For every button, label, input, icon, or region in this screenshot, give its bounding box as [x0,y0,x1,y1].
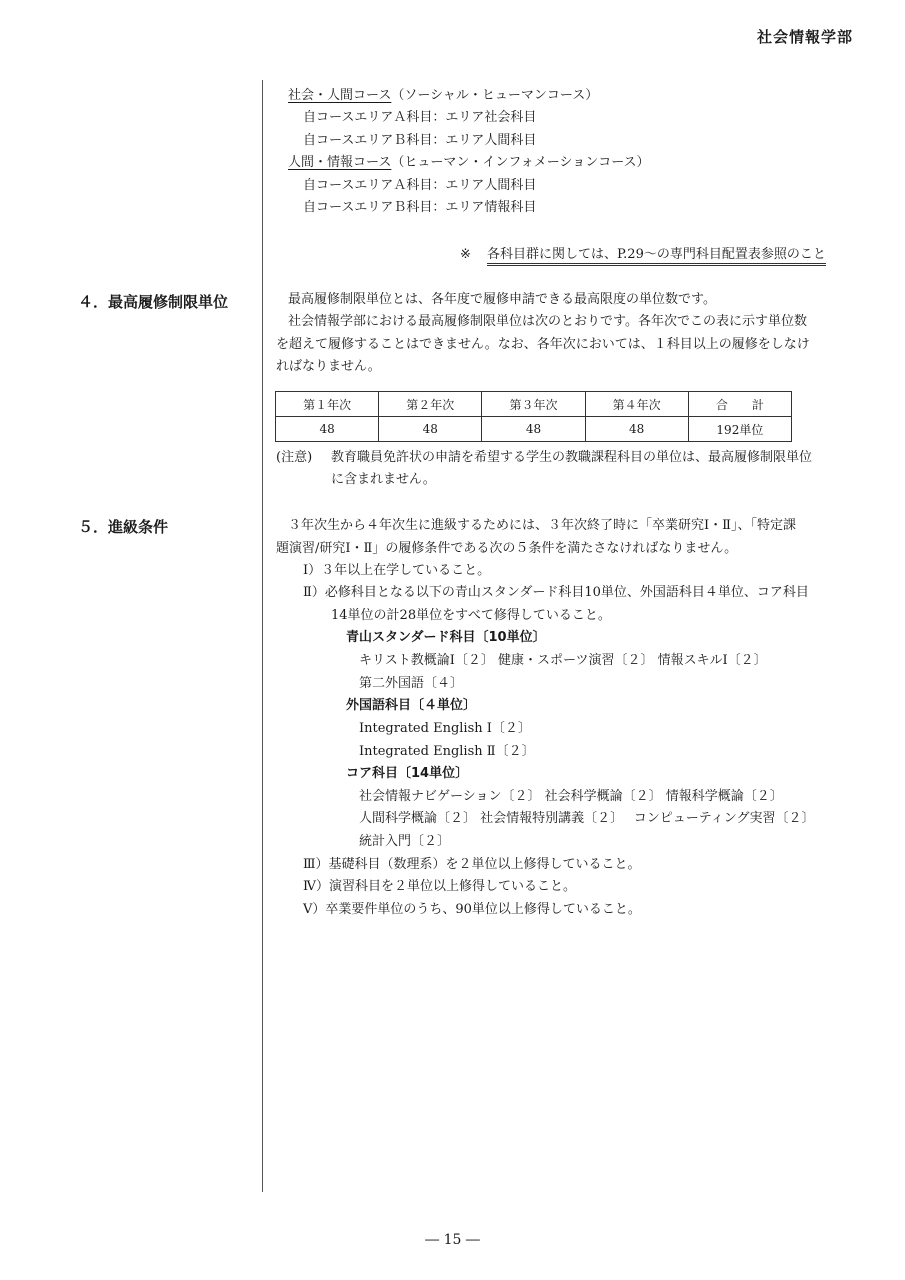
table-header-cell: 合 計 [688,392,791,417]
condition-2: Ⅱ）必修科目となる以下の青山スタンダード科目10単位、外国語科目４単位、コア科目 [303,585,809,600]
section5-para: ３年次生から４年次生に進級するためには、３年次終了時に「卒業研究Ⅰ・Ⅱ」、「特定課 [288,518,796,533]
course-line [288,85,598,107]
section4-heading: ４．最高履修制限単位 [78,293,229,311]
table-cell: 48 [276,417,379,442]
table-cell: 48 [379,417,482,442]
foreign-language-heading: 外国語科目〔４単位〕 [346,698,477,713]
core-course-line: 人間科学概論〔２〕 社会情報特別講義〔２〕 コンピューティング実習〔２〕 [359,811,815,826]
caution-label: (注意) [276,450,313,465]
course-name-en: （ソーシャル・ヒューマンコース） [391,88,599,103]
aoyama-course-line: 第二外国語〔４〕 [359,676,464,691]
section4-para: 社会情報学部における最高履修制限単位は次のとおりです。各年次でこの表に示す単位数 [288,314,807,329]
core-course-line: 統計入門〔２〕 [359,834,451,849]
course-name-en: （ヒューマン・インフォメーションコース） [391,155,650,170]
faculty-title: 社会情報学部 [756,28,853,46]
course-name: 社会・人間コース [288,88,392,103]
caution-text: に含まれません。 [331,472,436,487]
table-header-row [276,392,792,417]
course-area-item: 自コースエリアＢ科目：エリア情報科目 [303,200,537,215]
section5-heading: ５．進級条件 [78,518,169,536]
section4-para: を超えて履修することはできません。なお、各年次においては、１科目以上の履修をしなけ [276,337,810,352]
course-name: 人間・情報コース [288,155,392,170]
table-cell: 48 [482,417,585,442]
core-course-line: 社会情報ナビゲーション〔２〕 社会科学概論〔２〕 情報科学概論〔２〕 [359,789,783,804]
reference-note [460,244,826,266]
course-area-item: 自コースエリアＡ科目：エリア人間科目 [303,178,537,193]
page-number: ― 15 ― [425,1232,480,1248]
table-header-cell: 第１年次 [276,392,379,417]
condition-1: Ⅰ）３年以上在学していること。 [303,563,491,578]
table-header-cell: 第２年次 [379,392,482,417]
core-heading: コア科目〔14単位〕 [346,766,469,781]
table-header-cell: 第３年次 [482,392,585,417]
max-units-table [275,391,792,442]
table-row [276,417,792,442]
table-cell: 192単位 [688,417,791,442]
caution-text: 教育職員免許状の申請を希望する学生の教職課程科目の単位は、最高履修制限単位 [331,450,813,465]
course-area-item: 自コースエリアＡ科目：エリア社会科目 [303,110,537,125]
course-area-item: 自コースエリアＢ科目：エリア人間科目 [303,133,537,148]
column-divider [262,80,263,1192]
condition-4: Ⅳ）演習科目を２単位以上修得していること。 [303,879,576,894]
course-line [288,152,650,174]
condition-5: Ⅴ）卒業要件単位のうち、90単位以上修得していること。 [303,902,641,917]
section4-para: 最高履修制限単位とは、各年度で履修申請できる最高限度の単位数です。 [288,292,716,307]
section4-para: ればなりません。 [276,359,381,374]
aoyama-standard-heading: 青山スタンダード科目〔10単位〕 [346,630,546,645]
aoyama-course-line: キリスト教概論Ⅰ〔２〕 健康・スポーツ演習〔２〕 情報スキルⅠ〔２〕 [359,653,767,668]
table-cell: 48 [585,417,688,442]
reference-text: 各科目群に関しては、P.29～の専門科目配置表参照のこと [487,247,826,266]
section5-para: 題演習/研究Ⅰ・Ⅱ」の履修条件である次の５条件を満たさなければなりません。 [276,541,738,556]
table-header-cell: 第４年次 [585,392,688,417]
condition-2-cont: 14単位の計28単位をすべて修得していること。 [331,608,611,623]
foreign-course-line: Integrated English Ⅱ〔２〕 [359,744,535,759]
reference-mark: ※ [460,247,471,262]
foreign-course-line: Integrated English Ⅰ〔２〕 [359,721,531,736]
condition-3: Ⅲ）基礎科目（数理系）を２単位以上修得していること。 [303,857,641,872]
